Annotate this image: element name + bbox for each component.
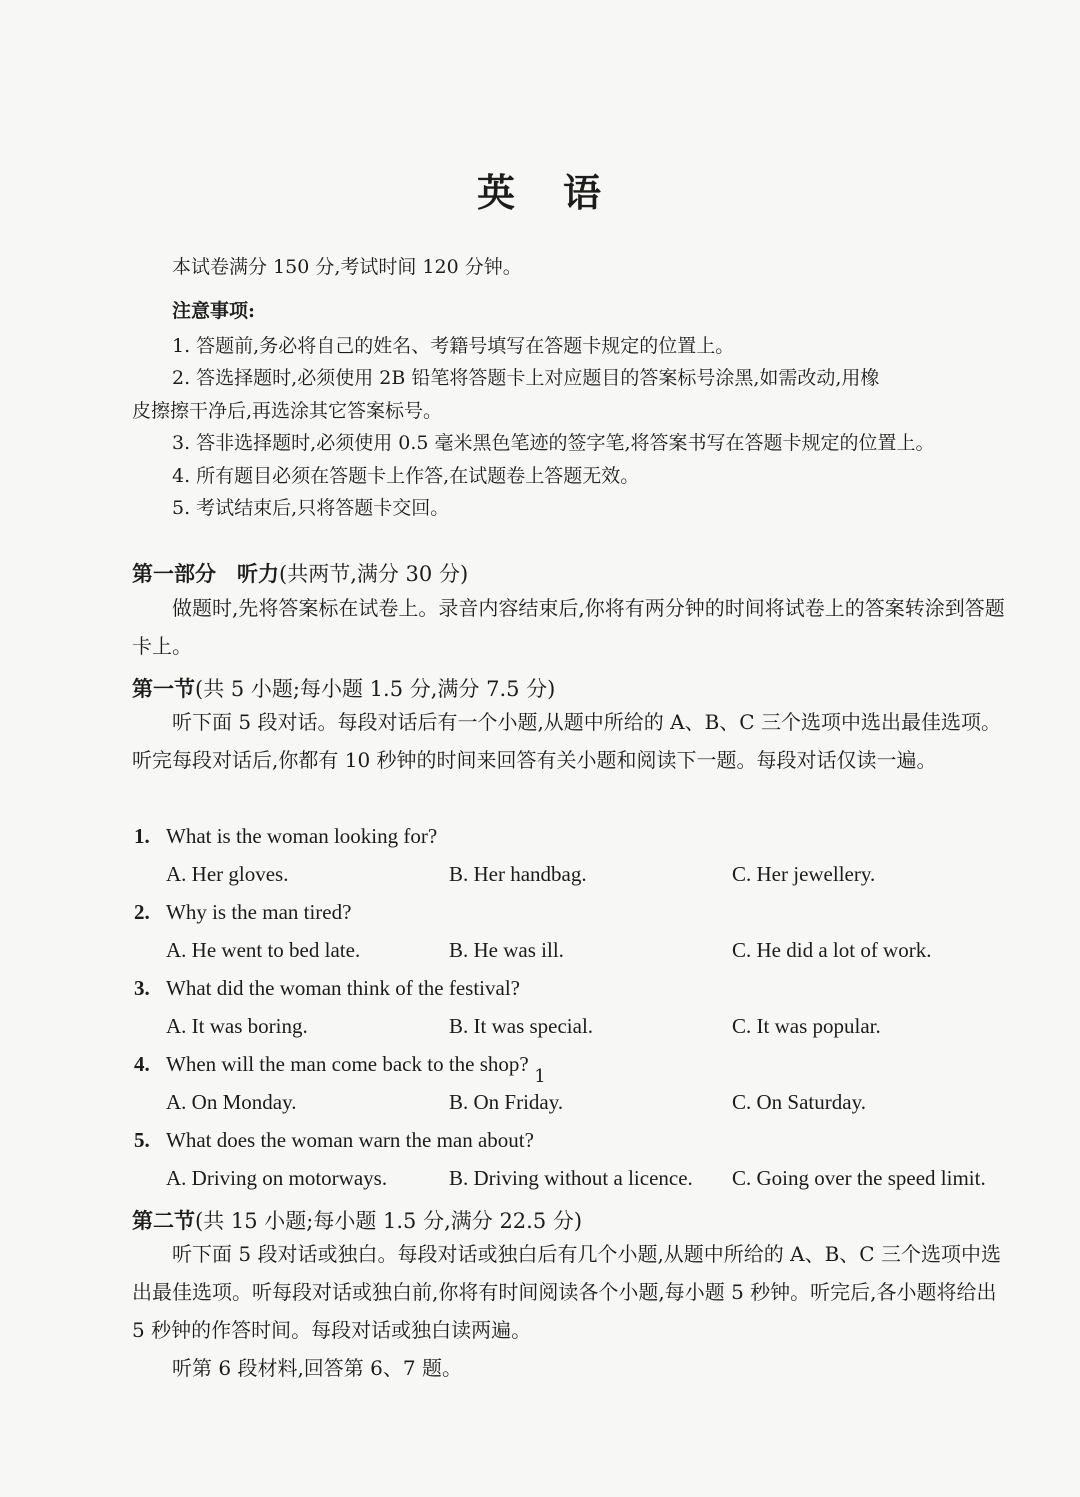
page-title: 英 语 bbox=[476, 170, 604, 215]
question-5: 5. What does the woman warn the man about? bbox=[134, 1128, 534, 1152]
option-b: B. It was special. bbox=[449, 1014, 594, 1038]
option-c: C. Her jewellery. bbox=[732, 862, 876, 886]
question-1: 1. What is the woman looking for? bbox=[134, 824, 438, 848]
notice-item: 2. 答选择题时,必须使用 2B 铅笔将答题卡上对应题目的答案标号涂黑,如需改动,用橡 bbox=[172, 367, 880, 389]
section1-heading: 第一节(共 5 小题;每小题 1.5 分,满分 7.5 分) bbox=[132, 676, 556, 701]
option-c: C. He did a lot of work. bbox=[732, 938, 932, 962]
option-b: B. Her handbag. bbox=[449, 862, 587, 886]
section1-instruction: 听下面 5 段对话。每段对话后有一个小题,从题中所给的 A、B、C 三个选项中选出最佳选项。听完每段对话后,你都有 10 秒钟的时间来回答有关小题和阅读下一题。每段对话仅读一遍。 bbox=[132, 710, 1001, 772]
notice-item: 5. 考试结束后,只将答题卡交回。 bbox=[172, 497, 450, 519]
section2-heading: 第二节(共 15 小题;每小题 1.5 分,满分 22.5 分) bbox=[132, 1208, 583, 1233]
option-a: A. It was boring. bbox=[166, 1014, 308, 1038]
notice-item: 1. 答题前,务必将自己的姓名、考籍号填写在答题卡规定的位置上。 bbox=[172, 335, 735, 357]
option-b: B. He was ill. bbox=[449, 938, 564, 962]
notice-item-cont: 皮擦擦干净后,再选涂其它答案标号。 bbox=[132, 400, 443, 422]
question-2: 2. Why is the man tired? bbox=[134, 900, 352, 924]
page-number: 1 bbox=[534, 1066, 546, 1087]
option-c: C. It was popular. bbox=[732, 1014, 881, 1038]
part1-heading: 第一部分 听力(共两节,满分 30 分) bbox=[132, 561, 469, 586]
option-b: B. On Friday. bbox=[449, 1090, 564, 1114]
question-3: 3. What did the woman think of the festival? bbox=[134, 976, 520, 1000]
section2-instruction: 听下面 5 段对话或独白。每段对话或独白后有几个小题,从题中所给的 A、B、C 三个选项中选出最佳选项。听每段对话或独白前,你将有时间阅读各个小题,每小题 5 秒钟。听完后,各小题将给出 5 秒钟的作答时间。每段对话或独白读两遍。 bbox=[132, 1242, 1001, 1342]
notice-heading: 注意事项: bbox=[172, 300, 256, 322]
notice-item: 4. 所有题目必须在答题卡上作答,在试题卷上答题无效。 bbox=[172, 465, 640, 487]
option-b: B. Driving without a licence. bbox=[449, 1166, 693, 1190]
question-4: 4. When will the man come back to the shop? bbox=[134, 1052, 529, 1076]
exam-intro: 本试卷满分 150 分,考试时间 120 分钟。 bbox=[172, 256, 522, 278]
option-a: A. He went to bed late. bbox=[166, 938, 361, 962]
option-a: A. Her gloves. bbox=[166, 862, 289, 886]
part1-instruction: 做题时,先将答案标在试卷上。录音内容结束后,你将有两分钟的时间将试卷上的答案转涂到答题卡上。 bbox=[132, 596, 1005, 658]
option-a: A. Driving on motorways. bbox=[166, 1166, 388, 1190]
notice-item: 3. 答非选择题时,必须使用 0.5 毫米黑色笔迹的签字笔,将答案书写在答题卡规定的位置上。 bbox=[172, 432, 935, 454]
option-c: C. Going over the speed limit. bbox=[732, 1166, 986, 1190]
section2-material: 听第 6 段材料,回答第 6、7 题。 bbox=[172, 1356, 462, 1380]
option-c: C. On Saturday. bbox=[732, 1090, 866, 1114]
option-a: A. On Monday. bbox=[166, 1090, 297, 1114]
